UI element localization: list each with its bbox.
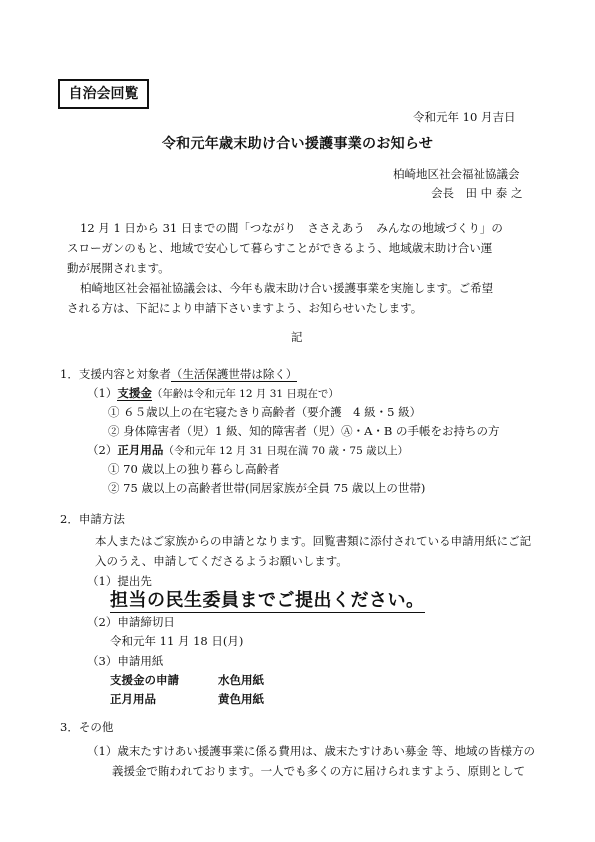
form-color: 黄色用紙 (218, 692, 264, 706)
submit-to-value: 担当の民生委員までご提出ください。 (110, 586, 425, 613)
section-2-body-line: 本人またはご家族からの申請となります。回覧書類に添付されている申請用紙にご記 (95, 534, 532, 548)
new-year-goods-note: （令和元年 12 月 31 日現在満 70 歳・75 歳以上） (163, 445, 409, 457)
section-3-heading: 3．その他 (60, 720, 114, 734)
submit-to-label: （1）提出先 (87, 574, 152, 588)
circular-stamp: 自治会回覧 (58, 79, 149, 109)
support-money-label: 支援金 (117, 386, 152, 400)
support-money-item: ① ６５歳以上の在宅寝たきり高齢者（要介護 4 級・5 級） (108, 405, 422, 419)
ki-heading: 記 (291, 330, 303, 344)
intro-line: される方は、下記により申請下さいますよう、お知らせいたします。 (67, 301, 423, 315)
new-year-goods-item: ① 70 歳以上の独り暮らし高齢者 (108, 462, 280, 476)
issuer-org: 柏崎地区社会福祉協議会 (393, 167, 520, 181)
section-3-body-line: （1）歳末たすけあい援護事業に係る費用は、歳末たすけあい募金 等、地域の皆様方の (87, 744, 535, 758)
form-name: 正月用品 (110, 692, 156, 706)
section-2-heading: 2．申請方法 (60, 512, 125, 526)
support-money-item: ② 身体障害者（児）1 級、知的障害者（児）Ⓐ・A・B の手帳をお持ちの方 (108, 424, 500, 438)
form-label: （3）申請用紙 (87, 654, 164, 668)
support-money-note: （年齢は令和元年 12 月 31 日現在で） (151, 388, 339, 400)
section-2-body-line: 入のうえ、申請してくださるようお願いします。 (95, 554, 348, 568)
deadline-value: 令和元年 11 月 18 日(月) (110, 634, 244, 648)
support-money-row (87, 383, 339, 404)
deadline-label: （2）申請締切日 (87, 615, 175, 629)
issue-date: 令和元年 10 月吉日 (413, 110, 516, 124)
form-name: 支援金の申請 (110, 673, 179, 687)
item-number: （1） (87, 386, 118, 400)
intro-line: 12 月 1 日から 31 日までの間「つながり ささえあう みんなの地域づくり」の (80, 221, 503, 235)
new-year-goods-label: 正月用品 (117, 443, 164, 457)
section-1-exclusion: （生活保護世帯は除く） (170, 367, 298, 381)
document-title: 令和元年歳末助け合い援護事業のお知らせ (161, 136, 434, 152)
intro-line: 柏崎地区社会福祉協議会は、今年も歳末助け合い援護事業を実施します。ご希望 (80, 281, 494, 295)
intro-line: スローガンのもと、地域で安心して暮らすことができるよう、地域歳末助け合い運 (67, 241, 493, 255)
intro-line: 動が展開されます。 (67, 261, 170, 275)
new-year-goods-row (87, 440, 408, 461)
issuer-chair: 会長 田 中 泰 之 (431, 186, 523, 200)
item-number: （2） (87, 443, 118, 457)
new-year-goods-item: ② 75 歳以上の高齢者世帯(同居家族が全員 75 歳以上の世帯) (108, 481, 426, 495)
section-1-title: 1．支援内容と対象者 (60, 367, 171, 381)
section-1-heading (60, 364, 297, 384)
section-3-body-line: 義援金で賄われております。一人でも多くの方に届けられますよう、原則として (112, 764, 526, 778)
form-color: 水色用紙 (218, 673, 264, 687)
